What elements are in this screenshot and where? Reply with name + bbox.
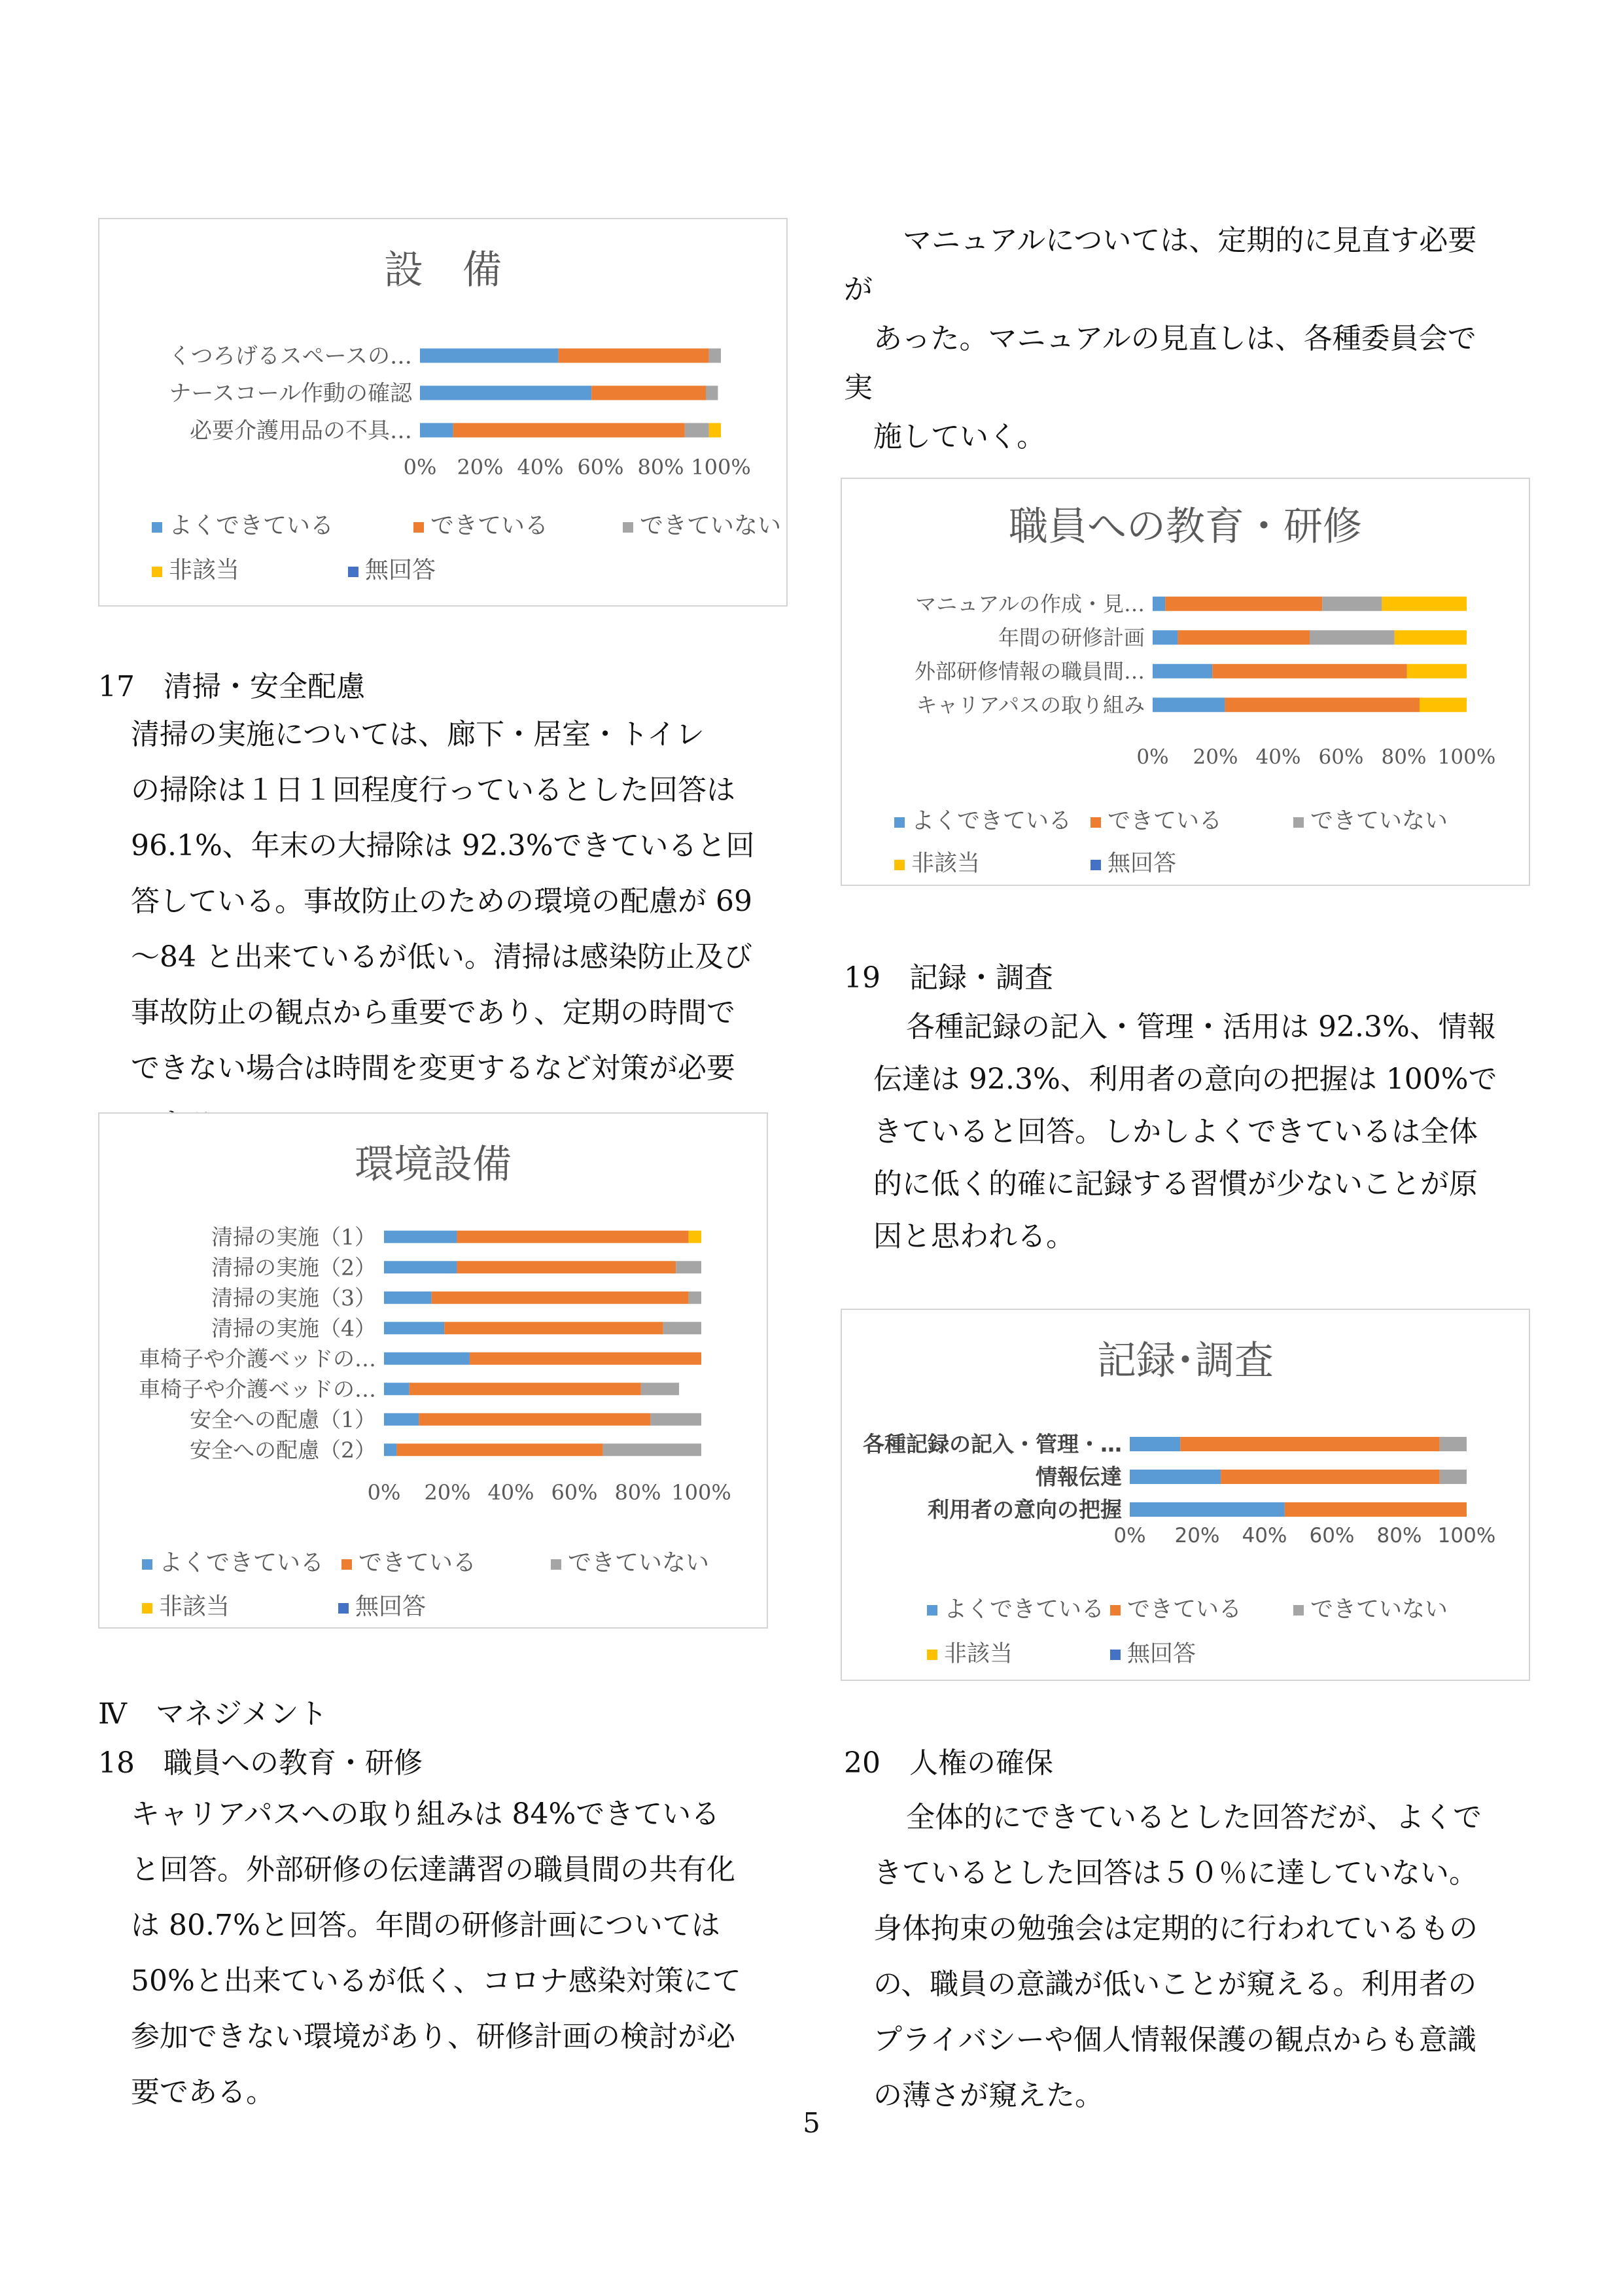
category-label: 年間の研修計画	[998, 625, 1145, 650]
bar-segment	[420, 349, 559, 363]
legend-swatch	[152, 522, 162, 533]
bar-segment	[1178, 630, 1310, 645]
category-label: 情報伝達	[1036, 1464, 1122, 1490]
paragraph-line: 参加できない環境があり、研修計画の検討が必	[131, 2020, 735, 2053]
bar-segment	[709, 349, 721, 363]
legend-item	[894, 845, 980, 878]
x-tick-label: 100%	[1437, 1524, 1496, 1547]
chart-plot	[842, 1310, 1529, 1680]
bar-segment	[457, 1231, 689, 1243]
page-number: 5	[803, 2107, 820, 2139]
bar-segment	[420, 386, 591, 400]
bar-segment	[603, 1443, 701, 1456]
legend-item	[1293, 1591, 1448, 1624]
paragraph-line: できない場合は時間を変更するなど対策が必要	[131, 1051, 735, 1085]
bar-segment	[1180, 1437, 1440, 1451]
legend-swatch	[142, 1559, 152, 1570]
legend-swatch	[338, 1603, 349, 1614]
bar-segment	[591, 386, 706, 400]
section-19-heading: 19 記録・調査	[844, 961, 1053, 995]
x-tick-label: 20%	[424, 1480, 471, 1505]
legend-swatch	[1091, 817, 1101, 828]
category-label: キャリアパスの取り組み	[916, 692, 1145, 718]
category-label: ナースコール作動の確認	[169, 380, 412, 407]
legend-item	[1091, 845, 1176, 878]
legend-swatch	[927, 1650, 937, 1660]
legend-swatch	[551, 1559, 561, 1570]
bar-segment	[384, 1413, 419, 1426]
bar-segment	[384, 1322, 444, 1334]
chart-kiroku	[841, 1309, 1530, 1681]
paragraph-line: の薄さが窺えた。	[873, 2079, 1104, 2112]
chart-title: 職員への教育・研修	[1009, 504, 1362, 550]
paragraph-line: 全体的にできているとした回答だが、よくで	[906, 1801, 1482, 1834]
legend-label: 無回答	[1127, 1641, 1196, 1667]
legend-swatch	[142, 1603, 152, 1614]
paragraph-line: 清掃の実施については、廊下・居室・トイレ	[131, 718, 705, 751]
bar-segment	[1130, 1470, 1221, 1484]
manual-paragraph	[844, 216, 1531, 461]
bar-segment	[1130, 1437, 1180, 1451]
x-tick-label: 20%	[1193, 745, 1238, 769]
x-tick-label: 20%	[1174, 1524, 1220, 1547]
bar-segment	[420, 423, 453, 438]
legend-label: 非該当	[911, 851, 981, 877]
legend-label: 無回答	[1108, 851, 1177, 877]
paragraph-line: プライバシーや個人情報保護の観点からも意識	[873, 2023, 1476, 2057]
legend-item	[348, 552, 436, 585]
legend-swatch	[1091, 860, 1101, 870]
section-4-heading: Ⅳ マネジメント	[98, 1697, 328, 1731]
category-label: 車椅子や介護ベッドの…	[139, 1376, 376, 1402]
legend-label: できていない	[640, 512, 782, 539]
paragraph-line: 96.1%、年末の大掃除は 92.3%できていると回	[131, 829, 755, 862]
paragraph-line: 身体拘束の勉強会は定期的に行われているもの	[873, 1912, 1478, 1945]
section-20-heading: 20 人権の確保	[844, 1746, 1053, 1780]
paragraph-line: の、職員の意識が低いことが窺える。利用者の	[873, 1968, 1477, 2001]
bar-segment	[444, 1322, 663, 1334]
category-label: くつろげるスペースの…	[168, 343, 412, 370]
paragraph-line: あった。マニュアルの見直しは、各種委員会で	[873, 322, 1476, 355]
x-tick-label: 60%	[1318, 745, 1364, 769]
bar-segment	[685, 423, 709, 438]
legend-item	[152, 552, 239, 585]
x-tick-label: 100%	[671, 1480, 731, 1505]
bar-segment	[1153, 630, 1178, 645]
legend-swatch	[152, 567, 162, 577]
category-label: 外部研修情報の職員間…	[914, 658, 1145, 684]
legend-label: よくできている	[911, 808, 1072, 834]
bar-segment	[1322, 597, 1382, 611]
legend-item	[927, 1636, 1013, 1669]
bar-segment	[1221, 1470, 1440, 1484]
bar-segment	[1285, 1502, 1467, 1517]
bar-segment	[410, 1383, 641, 1395]
paragraph-line: 的に低く的確に記録する習慣が少ないことが原	[873, 1167, 1478, 1201]
category-label: マニュアルの作成・見…	[915, 591, 1145, 616]
bar-segment	[1225, 698, 1420, 712]
x-tick-label: 0%	[1136, 745, 1169, 769]
paragraph-line: と回答。外部研修の伝達講習の職員間の共有化	[131, 1853, 735, 1886]
category-label: 車椅子や介護ベッドの…	[139, 1345, 376, 1371]
x-tick-label: 40%	[1242, 1524, 1287, 1547]
paragraph-line: マニュアルについては、定期的に見直す必要	[903, 224, 1477, 257]
bar-segment	[641, 1383, 679, 1395]
bar-segment	[384, 1231, 457, 1243]
paragraph-line: 因と思われる。	[873, 1220, 1075, 1253]
legend-swatch	[341, 1559, 352, 1570]
legend-item	[623, 507, 781, 540]
legend-item	[1110, 1591, 1242, 1624]
bar-segment	[1130, 1502, 1285, 1517]
paragraph-line: きていると回答。しかしよくできているは全体	[873, 1115, 1478, 1148]
bar-segment	[453, 423, 685, 438]
chart-kyoiku	[841, 478, 1530, 886]
legend-item	[1293, 803, 1448, 836]
bar-segment	[1382, 597, 1467, 611]
legend-label: できていない	[1310, 1597, 1448, 1623]
chart-plot	[99, 219, 786, 605]
x-tick-label: 0%	[1113, 1524, 1146, 1547]
x-tick-label: 80%	[1376, 1524, 1422, 1547]
bar-segment	[384, 1352, 470, 1365]
x-tick-label: 20%	[457, 455, 504, 480]
legend-label: 無回答	[365, 557, 436, 584]
legend-swatch	[1293, 1605, 1304, 1616]
bar-segment	[689, 1231, 701, 1243]
category-label: 安全への配慮（1）	[190, 1406, 376, 1432]
x-tick-label: 80%	[637, 455, 684, 480]
legend-label: できている	[358, 1549, 477, 1576]
legend-item	[413, 507, 548, 540]
legend-item	[142, 1544, 324, 1578]
paragraph-line: 伝達は 92.3%、利用者の意向の把握は 100%で	[873, 1063, 1497, 1096]
bar-segment	[1440, 1470, 1467, 1484]
section-18-heading: 18 職員への教育・研修	[98, 1746, 423, 1780]
paragraph-line: ～84 と出来ているが低い。清掃は感染防止及び	[131, 940, 752, 974]
legend-item	[927, 1591, 1104, 1624]
category-label: 清掃の実施（4）	[211, 1315, 376, 1341]
bar-segment	[1310, 630, 1395, 645]
legend-item	[152, 507, 334, 540]
bar-segment	[676, 1261, 701, 1273]
legend-swatch	[894, 860, 905, 870]
x-tick-label: 0%	[403, 455, 437, 480]
legend-swatch	[623, 522, 633, 533]
legend-swatch	[413, 522, 424, 533]
bar-segment	[1420, 698, 1467, 712]
x-tick-label: 60%	[1309, 1524, 1355, 1547]
legend-label: できている	[430, 512, 549, 539]
category-label: 必要介護用品の不具…	[190, 417, 412, 444]
legend-swatch	[1110, 1605, 1121, 1616]
paragraph-line: 各種記録の記入・管理・活用は 92.3%、情報	[906, 1010, 1496, 1044]
bar-segment	[650, 1413, 701, 1426]
category-label: 安全への配慮（2）	[190, 1437, 376, 1463]
bar-segment	[384, 1261, 457, 1273]
paragraph-line: 50%と出来ているが低く、コロナ感染対策にて	[131, 1964, 741, 1998]
bar-segment	[384, 1383, 410, 1395]
x-tick-label: 40%	[1255, 745, 1301, 769]
section-20-body	[844, 1790, 1531, 2123]
legend-item	[142, 1588, 230, 1621]
legend-label: 非該当	[944, 1641, 1013, 1667]
legend-label: よくできている	[159, 1549, 324, 1576]
legend-swatch	[348, 567, 358, 577]
legend-label: 非該当	[169, 557, 240, 584]
legend-item	[338, 1588, 426, 1621]
x-tick-label: 0%	[367, 1480, 401, 1505]
paragraph-line: 施していく。	[873, 420, 1046, 453]
legend-item	[1110, 1636, 1196, 1669]
bar-segment	[384, 1443, 396, 1456]
x-tick-label: 80%	[1381, 745, 1427, 769]
bar-segment	[457, 1261, 676, 1273]
bar-segment	[689, 1292, 701, 1304]
legend-label: よくできている	[944, 1597, 1105, 1623]
legend-label: 無回答	[355, 1593, 427, 1620]
category-label: 各種記録の記入・管理・…	[863, 1431, 1122, 1457]
category-label: 利用者の意向の把握	[928, 1496, 1122, 1523]
chart-title: 設 備	[384, 247, 502, 293]
section-18-body	[98, 1786, 785, 2120]
x-tick-label: 80%	[614, 1480, 661, 1505]
bar-segment	[1407, 664, 1467, 679]
x-tick-label: 40%	[517, 455, 564, 480]
chart-setsubi	[98, 218, 788, 607]
legend-label: できている	[1127, 1597, 1242, 1623]
legend-label: できている	[1108, 808, 1223, 834]
bar-segment	[1153, 597, 1165, 611]
category-label: 清掃の実施（3）	[211, 1284, 376, 1311]
x-tick-label: 60%	[551, 1480, 598, 1505]
x-tick-label: 40%	[487, 1480, 534, 1505]
legend-swatch	[927, 1605, 937, 1616]
bar-segment	[1153, 698, 1225, 712]
bar-segment	[384, 1292, 432, 1304]
bar-segment	[432, 1292, 689, 1304]
legend-item	[551, 1544, 709, 1578]
legend-swatch	[1110, 1650, 1121, 1660]
paragraph-line: 答している。事故防止のための環境の配慮が 69	[131, 885, 752, 918]
legend-swatch	[894, 817, 905, 828]
bar-segment	[1153, 664, 1212, 679]
legend-label: できていない	[568, 1549, 710, 1576]
legend-item	[341, 1544, 476, 1578]
paragraph-line: 実	[844, 371, 873, 404]
legend-label: 非該当	[159, 1593, 230, 1620]
paragraph-line: が	[844, 273, 873, 306]
chart-title: 環境設備	[355, 1142, 512, 1188]
chart-title: 記録･調査	[1097, 1338, 1274, 1384]
bar-segment	[1395, 630, 1467, 645]
bar-segment	[1212, 664, 1407, 679]
bar-segment	[559, 349, 709, 363]
legend-label: できていない	[1310, 808, 1448, 834]
bar-segment	[1440, 1437, 1467, 1451]
x-tick-label: 100%	[1437, 745, 1496, 769]
legend-swatch	[1293, 817, 1304, 828]
paragraph-line: キャリアパスへの取り組みは 84%できている	[131, 1797, 720, 1831]
paragraph-line: は 80.7%と回答。年間の研修計画については	[131, 1909, 720, 1942]
bar-segment	[663, 1322, 701, 1334]
section-17-heading: 17 清掃・安全配慮	[98, 670, 365, 703]
paragraph-line: の掃除は１日１回程度行っているとした回答は	[131, 773, 735, 807]
bar-segment	[419, 1413, 650, 1426]
section-19-body	[844, 1001, 1531, 1263]
category-label: 清掃の実施（1）	[211, 1224, 376, 1250]
bar-segment	[706, 386, 718, 400]
legend-label: よくできている	[169, 512, 334, 539]
x-tick-label: 60%	[577, 455, 624, 480]
paragraph-line: 事故防止の観点から重要であり、定期の時間で	[131, 996, 735, 1029]
legend-item	[1091, 803, 1222, 836]
section-17-body	[98, 707, 785, 1152]
bar-segment	[470, 1352, 701, 1365]
paragraph-line: きているとした回答は５０％に達していない。	[873, 1856, 1478, 1890]
chart-kankyo	[98, 1112, 768, 1629]
paragraph-line: 要である。	[131, 2075, 275, 2109]
bar-segment	[1165, 597, 1322, 611]
bar-segment	[396, 1443, 602, 1456]
legend-item	[894, 803, 1072, 836]
category-label: 清掃の実施（2）	[211, 1254, 376, 1280]
bar-segment	[709, 423, 721, 438]
x-tick-label: 100%	[691, 455, 751, 480]
